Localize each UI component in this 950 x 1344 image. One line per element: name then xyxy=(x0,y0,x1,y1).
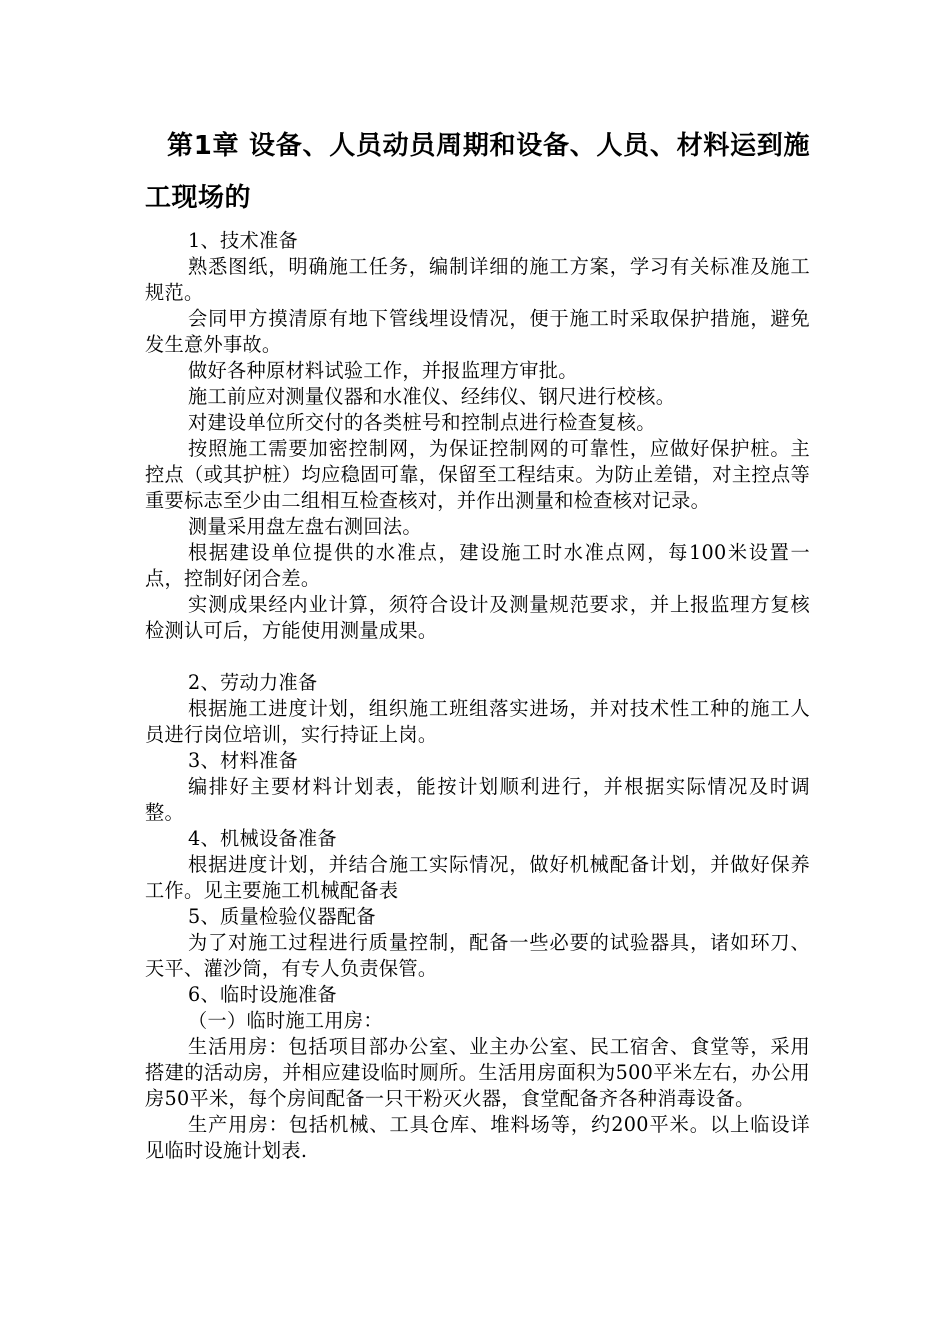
paragraph: 为了对施工过程进行质量控制，配备一些必要的试验器具，诸如环刀、天平、灌沙筒，有专人负责保管。 xyxy=(145,931,810,980)
paragraph: 对建设单位所交付的各类桩号和控制点进行检查复核。 xyxy=(188,411,656,434)
section-heading-labor: 2、劳动力准备 xyxy=(188,671,318,694)
section-heading-temporary-facilities: 6、临时设施准备 xyxy=(188,983,337,1006)
document-page xyxy=(145,120,810,1164)
paragraph: 根据进度计划，并结合施工实际情况，做好机械配备计划，并做好保养工作。见主要施工机械配备表 xyxy=(145,853,810,902)
paragraph: 会同甲方摸清原有地下管线埋设情况，便于施工时采取保护措施，避免发生意外事故。 xyxy=(145,307,810,356)
subsection-heading-temporary-housing: （一）临时施工用房： xyxy=(188,1009,383,1032)
section-heading-materials: 3、材料准备 xyxy=(188,749,298,772)
chapter-title: 第1章 设备、人员动员周期和设备、人员、材料运到施工现场的 xyxy=(145,131,810,213)
paragraph: 实测成果经内业计算，须符合设计及测量规范要求，并上报监理方复核检测认可后，方能使用测量成果。 xyxy=(145,593,810,642)
paragraph: 编排好主要材料计划表，能按计划顺利进行，并根据实际情况及时调整。 xyxy=(145,775,810,824)
paragraph: 按照施工需要加密控制网，为保证控制网的可靠性，应做好保护桩。主控点（或其护桩）均应稳固可靠，保留至工程结束。为防止差错，对主控点等重要标志至少由二组相互检查核对，并作出测量和检查核对记录。 xyxy=(145,437,810,512)
paragraph: 生产用房：包括机械、工具仓库、堆料场等，约200平米。以上临设详见临时设施计划表. xyxy=(145,1113,810,1162)
paragraph: 熟悉图纸，明确施工任务，编制详细的施工方案，学习有关标准及施工规范。 xyxy=(145,255,810,304)
section-heading-quality-instruments: 5、质量检验仪器配备 xyxy=(188,905,376,928)
blank-line xyxy=(145,644,810,670)
paragraph: 做好各种原材料试验工作，并报监理方审批。 xyxy=(188,359,578,382)
paragraph: 根据施工进度计划，组织施工班组落实进场，并对技术性工种的施工人员进行岗位培训，实行持证上岗。 xyxy=(145,697,810,746)
paragraph: 生活用房：包括项目部办公室、业主办公室、民工宿舍、食堂等，采用搭建的活动房，并相应建设临时厕所。生活用房面积为500平米左右，办公用房50平米，每个房间配备一只干粉灭火器，食堂配备齐各种消毒设备。 xyxy=(145,1035,810,1110)
paragraph: 根据建设单位提供的水准点，建设施工时水准点网，每100米设置一点，控制好闭合差。 xyxy=(145,541,810,590)
section-heading-machinery: 4、机械设备准备 xyxy=(188,827,337,850)
paragraph: 测量采用盘左盘右测回法。 xyxy=(188,515,422,538)
paragraph: 施工前应对测量仪器和水准仪、经纬仪、钢尺进行校核。 xyxy=(188,385,676,408)
section-heading-technical: 1、技术准备 xyxy=(188,229,298,252)
